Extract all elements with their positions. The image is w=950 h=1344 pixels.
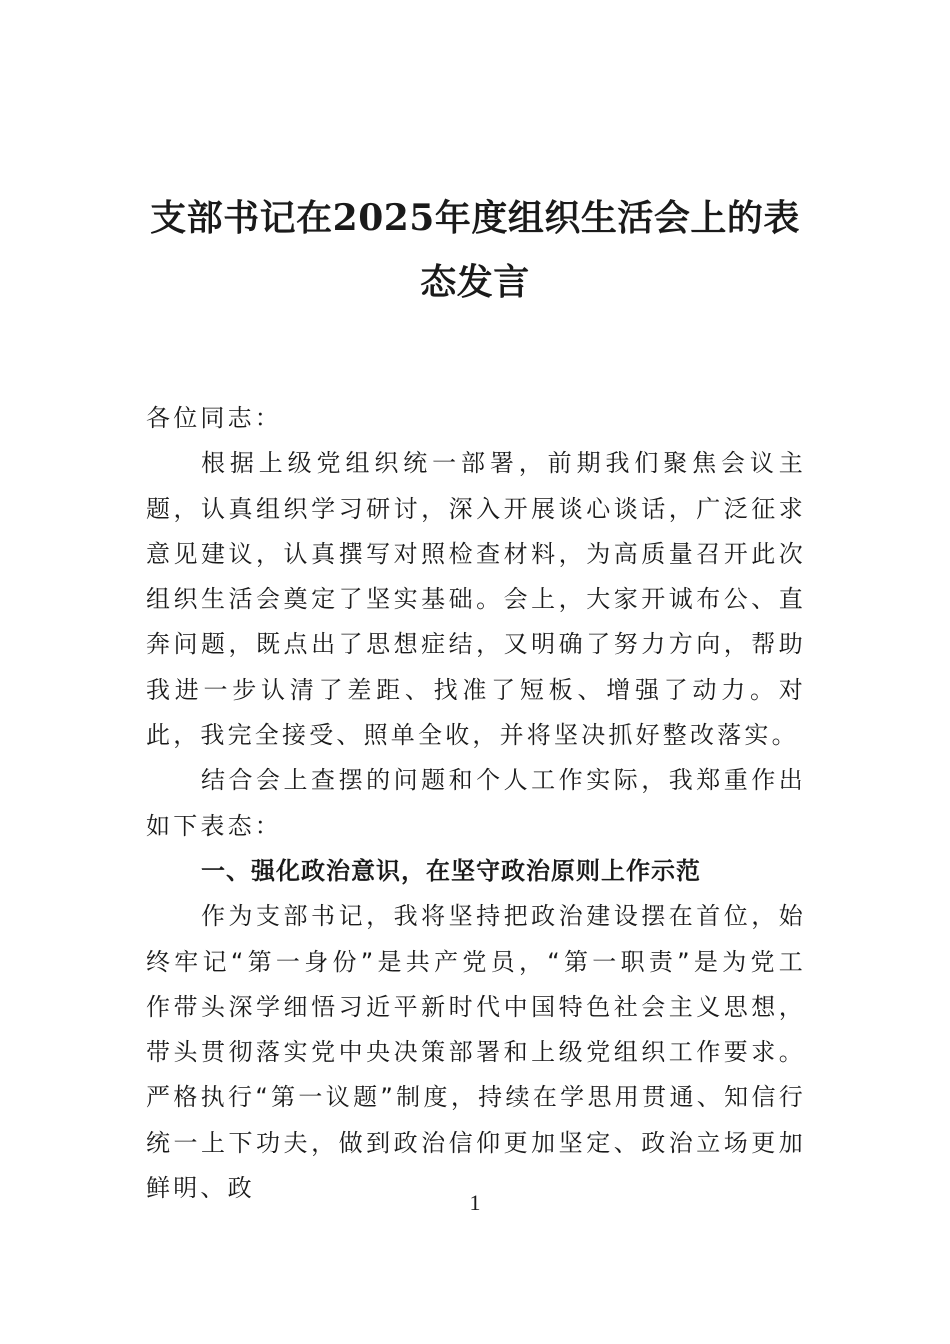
document-body xyxy=(146,396,806,1211)
page-number: 1 xyxy=(469,1190,481,1215)
paragraph-intro: 根据上级党组织统一部署，前期我们聚焦会议主题，认真组织学习研讨，深入开展谈心谈话，广泛征求意见建议，认真撰写对照检查材料，为高质量召开此次组织生活会奠定了坚实基础。会上，大家开诚布公、直奔问题，既点出了思想症结，又明确了努力方向，帮助我进一步认清了差距、找准了短板、增强了动力。对此，我完全接受、照单全收，并将坚决抓好整改落实。 xyxy=(146,449,806,750)
document-title: 支部书记在2025年度组织生活会上的表态发言 xyxy=(150,197,800,303)
section-heading: 一、强化政治意识，在坚守政治原则上作示范 xyxy=(201,856,701,885)
section-paragraph: 作为支部书记，我将坚持把政治建设摆在首位，始终牢记“第一身份”是共产党员，“第一职责”是为党工作带头深学细悟习近平新时代中国特色社会主义思想，带头贯彻落实党中央决策部署和上级党组织工作要求。严格执行“第一议题”制度，持续在学思用贯通、知信行统一上下功夫，做到政治信仰更加坚定、政治立场更加鲜明、政 xyxy=(146,902,806,1203)
paragraph-commitment-lead: 结合会上查摆的问题和个人工作实际，我郑重作出如下表态： xyxy=(146,766,806,840)
salutation: 各位同志： xyxy=(146,404,282,432)
